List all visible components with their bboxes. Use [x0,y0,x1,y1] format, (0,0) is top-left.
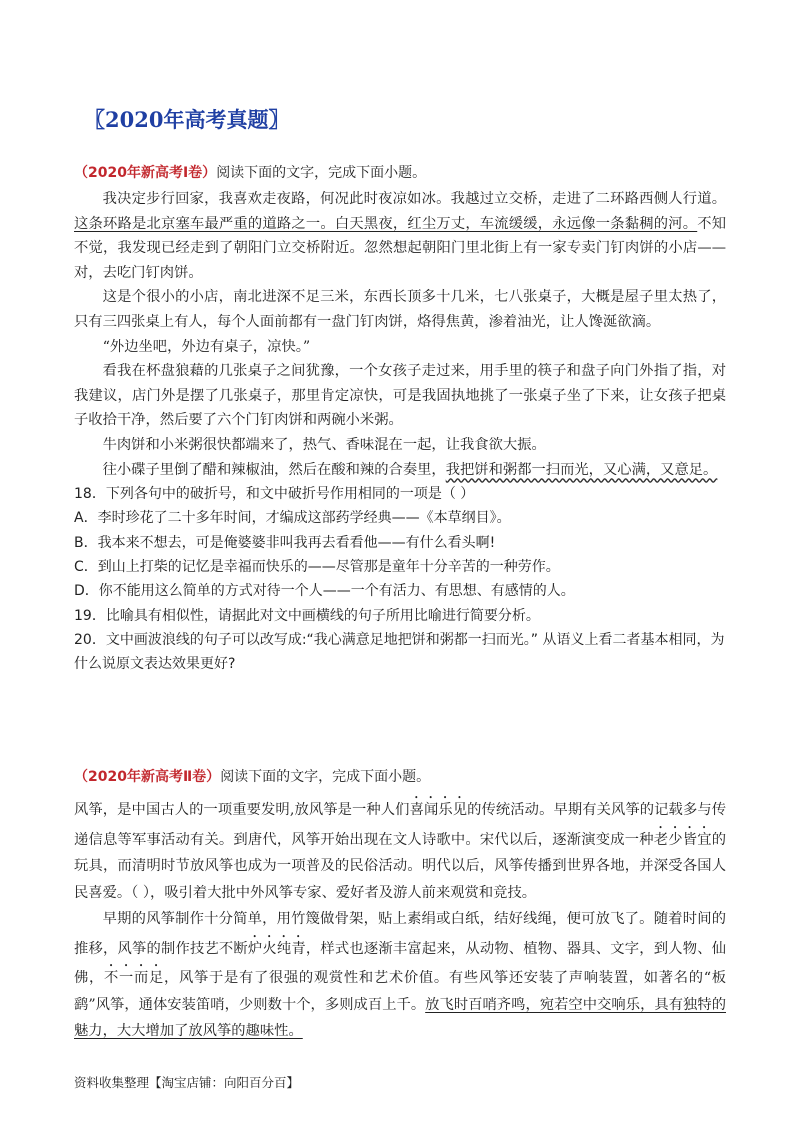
passage-paragraph: 往小碟子里倒了醋和辣椒油，然后在酸和辣的合奏里，我把饼和粥都一扫而光，又心满，又意足。 [102,461,718,478]
page-title: 〖2020年高考真题〗 [84,107,290,132]
dotted-idiom: 炉火纯青 [247,940,306,957]
dotted-idiom: 不一而足 [104,970,164,986]
option-a: A．李时珍花了二十多年时间，才编成这部药学经典——《本草纲目》。 [74,510,511,527]
option-c: C．到山上打柴的记忆是幸福而快乐的——尽管那是童年十分辛苦的一种劳作。 [74,559,560,576]
passage-paragraph: “外边坐吧，外边有桌子，凉快。” [102,338,311,355]
dotted-idiom: 老少皆宜 [653,831,712,848]
section-2020-exam-2 [74,766,726,1045]
question-header [74,162,726,184]
passage-paragraph: 我决定步行回家，我喜欢走夜路，何况此时夜凉如冰。我越过立交桥，走进了二环路西侧人行道。这条环路是北京塞车最严重的道路之一。白天黑夜，红尘万丈，车流缓缓，永远像一条黏稠的河。不知不觉，我发现已经走到了朝阳门立交桥附近。忽然想起朝阳门里北街上有一家专卖门钉肉饼的小店——对，去吃门钉肉饼。 [74,191,727,281]
passage-paragraph: 风筝，是中国古人的一项重要发明,放风筝是一种人们喜闻乐见的传统活动。早期有关风筝的记载多与传递信息等军事活动有关。到唐代，风筝开始出现在文人诗歌中。宋代以后，逐渐演变成一种老少皆宜的玩具，而清明时节放风筝也成为一项普及的民俗活动。明代以后，风筝传播到世界各地，并深受各国人民喜爱。（ ），吸引着大批中外风筝专家、爱好者及游人前来观赏和竞技。 [74,802,727,901]
dotted-idiom: 喜闻乐见 [409,802,468,818]
question-19: 19．比喻具有相似性，请据此对文中画横线的句子所用比喻进行简要分析。 [74,607,540,624]
passage-paragraph: 早期的风筝制作十分简单，用竹篾做骨架，贴上素绢或白纸，结好线绳，便可放飞了。随着时间的推移，风筝的制作技艺不断炉火纯青，样式也逐渐丰富起来，从动物、植物、器具、文字，到人物、仙佛，不一而足，风筝于是有了很强的观赏性和艺术价值。有些风筝还安装了声响装置，如著名的“板鹞”风筝，通体安装笛哨，少则数十个，多则成百上千。放飞时百哨齐鸣，宛若空中交响乐，具有独特的魅力，大大增加了放风筝的趣味性。 [74,911,727,1039]
exam-tag: （2020年新高考Ⅰ卷） [74,165,217,181]
question-20: 20．文中画波浪线的句子可以改写成:“我心满意足地把饼和粥都一扫而光。” 从语义上看二者基本相同，为什么说原文表达效果更好? [74,631,725,673]
passage-paragraph: 牛肉饼和小米粥很快都端来了，热气、香味混在一起，让我食欲大振。 [102,436,546,453]
passage-paragraph: 看我在杯盘狼藉的几张桌子之间犹豫，一个女孩子走过来，用手里的筷子和盘子向门外指了指，对我建议，店门外是摆了几张桌子，那里肯定凉快，可是我固执地挑了一张桌子坐了下来，让女孩子把桌子收拾干净，然后要了六个门钉肉饼和两碗小米粥。 [74,363,726,429]
underlined-sentence: 放飞时百哨齐鸣，宛若空中交响乐，具有独特的魅力，大大增加了放风筝的趣味性。 [74,996,726,1039]
question-18: 18．下列各句中的破折号，和文中破折号作用相同的一项是（ ） [74,486,475,503]
instruction: 阅读下面的文字，完成下面小题。 [216,165,427,181]
option-d: D．你不能用这么简单的方式对待一个人——一个有活力、有思想、有感情的人。 [74,583,575,600]
instruction: 阅读下面的文字，完成下面小题。 [220,769,431,785]
exam-tag: （2020年新高考Ⅱ卷） [74,769,221,785]
option-b: B．我本来不想去，可是俺婆婆非叫我再去看看他——有什么看头啊! [74,534,496,551]
footer-note: 资料收集整理【淘宝店铺：向阳百分百】 [74,1075,300,1090]
section-2020-exam-1 [74,162,726,677]
question-header [74,766,726,788]
passage-paragraph: 这是个很小的小店，南北进深不足三米，东西长顶多十几米，七八张桌子，大概是屋子里太热了，只有三四张桌上有人，每个人面前都有一盘门钉肉饼，烙得焦黄，渗着油光，让人馋涎欲滴。 [74,289,726,330]
wavy-underlined-sentence: 我把饼和粥都一扫而光，又心满，又意足。 [445,461,718,478]
underlined-sentence: 这条环路是北京塞车最严重的道路之一。白天黑夜，红尘万丈，车流缓缓，永远像一条黏稠的河。 [74,215,698,232]
